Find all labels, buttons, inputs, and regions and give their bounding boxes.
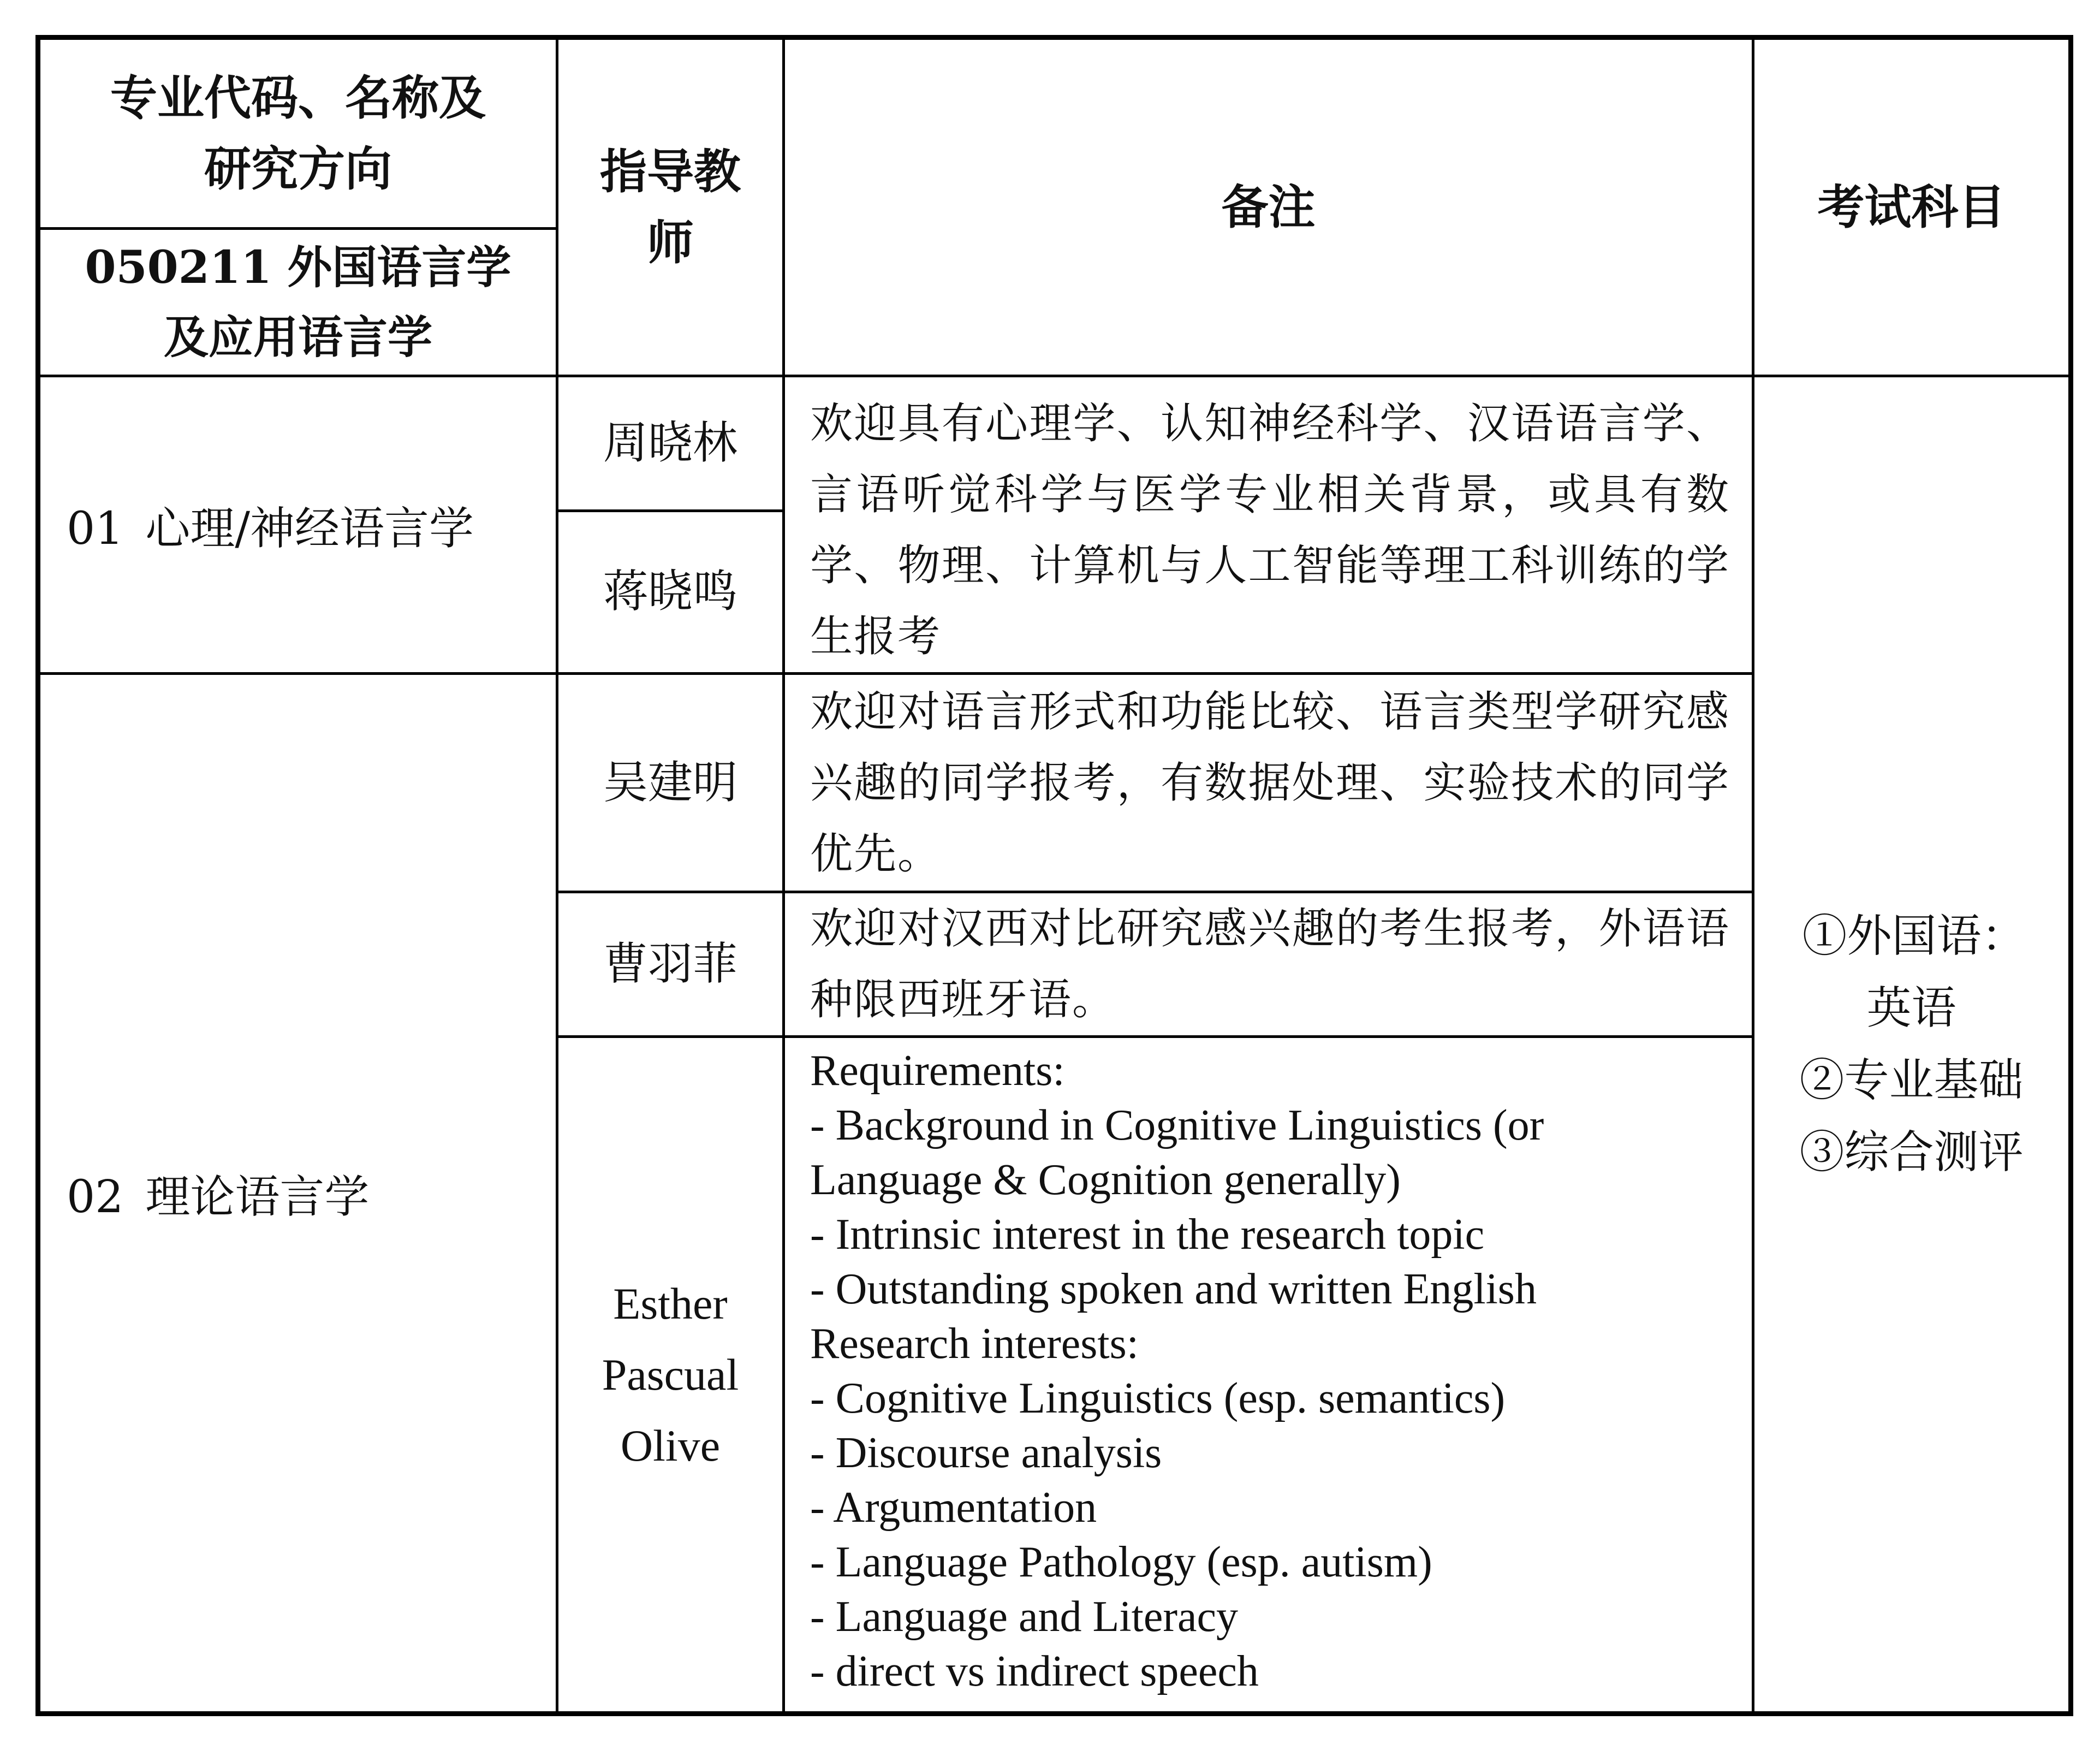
advisor-column-header bbox=[557, 38, 784, 376]
note-cao-yufei: 欢迎对汉西对比研究感兴趣的考生报考，外语语种限西班牙语。 bbox=[784, 892, 1753, 1037]
exam-subjects-cell bbox=[1753, 376, 2071, 1714]
esther-note-line: - direct vs indirect speech bbox=[810, 1647, 1259, 1695]
esther-note-line: - Outstanding spoken and written English bbox=[810, 1265, 1537, 1313]
esther-note-line: - Intrinsic interest in the research topic bbox=[810, 1211, 1485, 1259]
direction-01-note: 欢迎具有心理学、认知神经科学、汉语语言学、言语听觉科学与医学专业相关背景，或具有数学、物理、计算机与人工智能等理工科训练的学生报考 bbox=[784, 376, 1753, 674]
advisor-esther-line-2: Pascual bbox=[602, 1349, 739, 1399]
advisor-esther-pascual-olive bbox=[557, 1037, 784, 1714]
esther-note-line: Research interests: bbox=[810, 1320, 1139, 1368]
advisor-wu-jianming: 吴建明 bbox=[557, 674, 784, 892]
exam-column-header bbox=[1753, 38, 2071, 376]
esther-note-line: - Language Pathology (esp. autism) bbox=[810, 1538, 1432, 1586]
esther-note-line: - Cognitive Linguistics (esp. semantics) bbox=[810, 1374, 1506, 1422]
esther-note-line: - Discourse analysis bbox=[810, 1429, 1162, 1477]
esther-note-line: Language & Cognition generally) bbox=[810, 1156, 1401, 1204]
esther-note-line: - Language and Literacy bbox=[810, 1593, 1239, 1641]
esther-note-line: Requirements: bbox=[810, 1047, 1065, 1095]
note-wu-jianming: 欢迎对语言形式和功能比较、语言类型学研究感兴趣的同学报考，有数据处理、实验技术的同学优先。 bbox=[784, 674, 1753, 892]
direction-01-number: 01 bbox=[67, 502, 124, 555]
esther-note-line: - Argumentation bbox=[810, 1484, 1097, 1532]
advisor-cao-yufei: 曹羽菲 bbox=[557, 892, 784, 1037]
major-column-header bbox=[38, 38, 557, 229]
major-code-cell bbox=[38, 229, 557, 376]
note-esther-pascual-olive bbox=[784, 1037, 1753, 1714]
direction-02-number: 02 bbox=[67, 1171, 124, 1223]
notes-column-header bbox=[784, 38, 1753, 376]
advisor-esther-line-3: Olive bbox=[620, 1420, 721, 1470]
program-table bbox=[35, 35, 2073, 1716]
major-code-text: 050211 外国语言学及应用语言学 bbox=[85, 241, 511, 364]
advisor-jiang-xiaoming: 蒋晓鸣 bbox=[557, 511, 784, 673]
direction-01-cell bbox=[38, 376, 557, 674]
exam-comprehensive: ③综合测评 bbox=[1799, 1126, 2024, 1178]
exam-english: 英语 bbox=[1866, 982, 1956, 1034]
direction-02-cell bbox=[38, 674, 557, 1714]
direction-01-name: 心理/神经语言学 bbox=[145, 502, 474, 555]
advisor-zhou-xiaolin: 周晓林 bbox=[557, 376, 784, 511]
exam-foreign-language: ①外国语： bbox=[1802, 910, 2026, 962]
advisor-esther-line-1: Esther bbox=[613, 1278, 728, 1328]
exam-column-header-text: 考试科目 bbox=[1817, 179, 2006, 235]
advisor-column-header-text: 指导教师 bbox=[600, 144, 741, 270]
exam-professional-basics: ②专业基础 bbox=[1799, 1054, 2024, 1106]
major-column-header-text: 专业代码、名称及研究方向 bbox=[110, 70, 486, 197]
direction-02-name: 理论语言学 bbox=[145, 1171, 370, 1223]
notes-column-header-text: 备注 bbox=[1221, 179, 1316, 235]
esther-note-line: - Background in Cognitive Linguistics (or bbox=[810, 1101, 1544, 1149]
